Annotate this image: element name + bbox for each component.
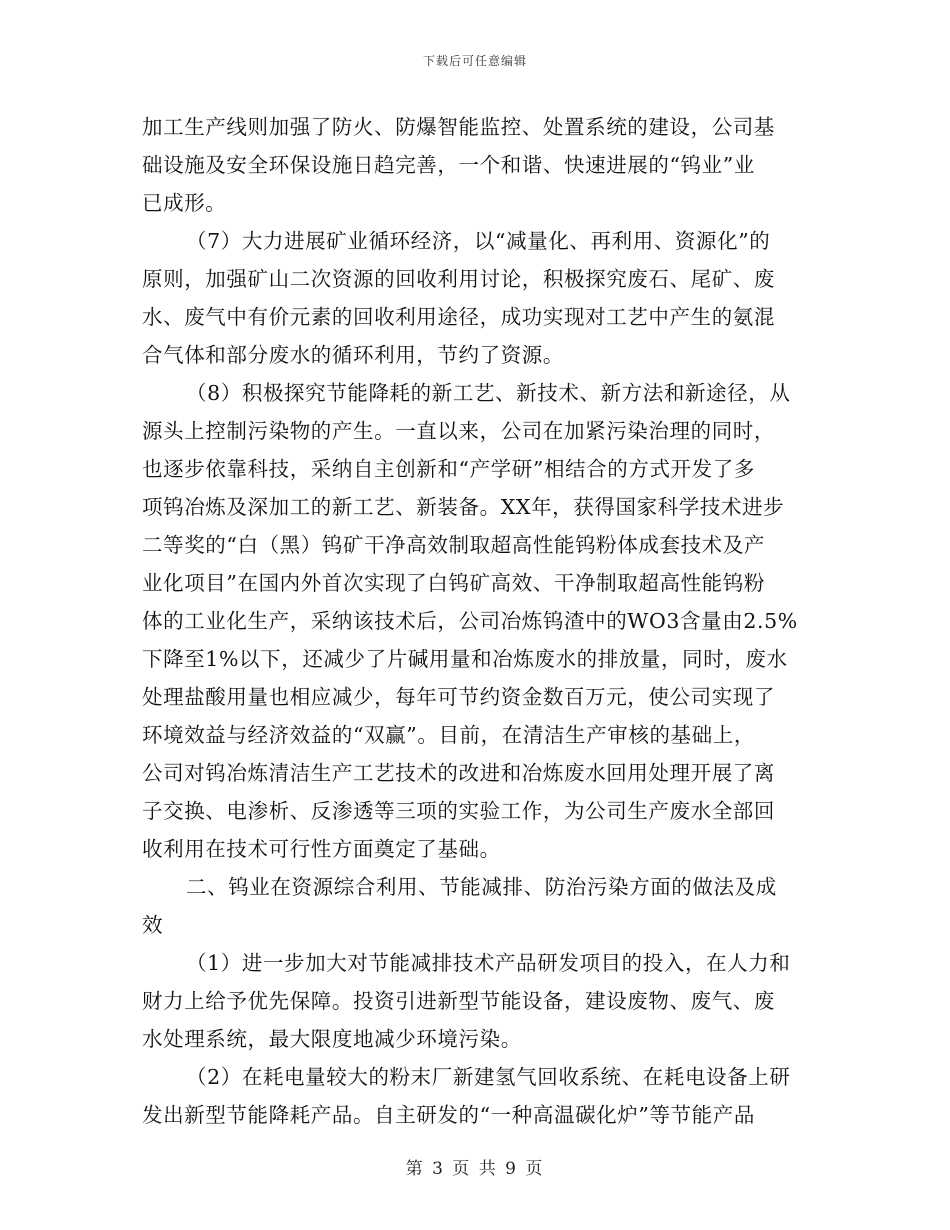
- page-number-footer: 第 3 页 共 9 页: [405, 1159, 545, 1179]
- text-line: 发出新型节能降耗产品。自主研发的“一种高温碳化炉”等节能产品: [142, 1103, 755, 1127]
- text-line: 项钨冶炼及深加工的新工艺、新装备。XX年，获得国家科学技术进步: [142, 495, 785, 519]
- text-line: 源头上控制污染物的产生。一直以来，公司在加紧污染治理的同时，: [142, 419, 775, 443]
- text-line: 原则，加强矿山二次资源的回收利用讨论，积极探究废石、尾矿、废: [142, 267, 775, 291]
- text-line: 也逐步依靠科技，采纳自主创新和“产学研”相结合的方式开发了多: [142, 457, 755, 481]
- text-line: 下降至1%以下，还减少了片碱用量和冶炼废水的排放量，同时，废水: [142, 647, 788, 671]
- page-header: 下载后可任意编辑: [422, 54, 527, 68]
- section-heading-continued: 效: [142, 913, 164, 937]
- text-line: 财力上给予优先保障。投资引进新型节能设备，建设废物、废气、废: [142, 989, 775, 1013]
- text-line: 业化项目”在国内外首次实现了白钨矿高效、干净制取超高性能钨粉: [142, 571, 765, 595]
- section-heading: 二、钨业在资源综合利用、节能减排、防治污染方面的做法及成: [186, 875, 777, 899]
- text-line: 水、废气中有价元素的回收利用途径，成功实现对工艺中产生的氨混: [142, 305, 775, 329]
- text-line: 二等奖的“白（黑）钨矿干净高效制取超高性能钨粉体成套技术及产: [142, 533, 765, 557]
- text-line: （1）进一步加大对节能减排技术产品研发项目的投入，在人力和: [186, 951, 791, 975]
- text-line: 体的工业化生产，采纳该技术后，公司冶炼钨渣中的WO3含量由2.5%: [142, 609, 798, 633]
- text-line: 础设施及安全环保设施日趋完善，一个和谐、快速进展的“钨业”业: [142, 153, 755, 177]
- text-line: （8）积极探究节能降耗的新工艺、新技术、新方法和新途径，从: [186, 381, 791, 405]
- text-line: 水处理系统，最大限度地减少环境污染。: [142, 1027, 522, 1051]
- text-line: 加工生产线则加强了防火、防爆智能监控、处置系统的建设，公司基: [142, 115, 775, 139]
- text-line: 处理盐酸用量也相应减少，每年可节约资金数百万元，使公司实现了: [142, 685, 775, 709]
- text-line: 已成形。: [142, 191, 227, 215]
- document-body: [142, 108, 810, 1134]
- text-line: （7）大力进展矿业循环经济，以“减量化、再利用、资源化”的: [186, 229, 771, 253]
- text-line: 收利用在技术可行性方面奠定了基础。: [142, 837, 501, 861]
- text-line: （2）在耗电量较大的粉末厂新建氢气回收系统、在耗电设备上研: [186, 1065, 791, 1089]
- text-line: 环境效益与经济效益的“双赢”。目前，在清洁生产审核的基础上，: [142, 723, 755, 747]
- text-line: 子交换、电渗析、反渗透等三项的实验工作，为公司生产废水全部回: [142, 799, 775, 823]
- text-line: 合气体和部分废水的循环利用，节约了资源。: [142, 343, 564, 367]
- text-line: 公司对钨冶炼清洁生产工艺技术的改进和冶炼废水回用处理开展了离: [142, 761, 775, 785]
